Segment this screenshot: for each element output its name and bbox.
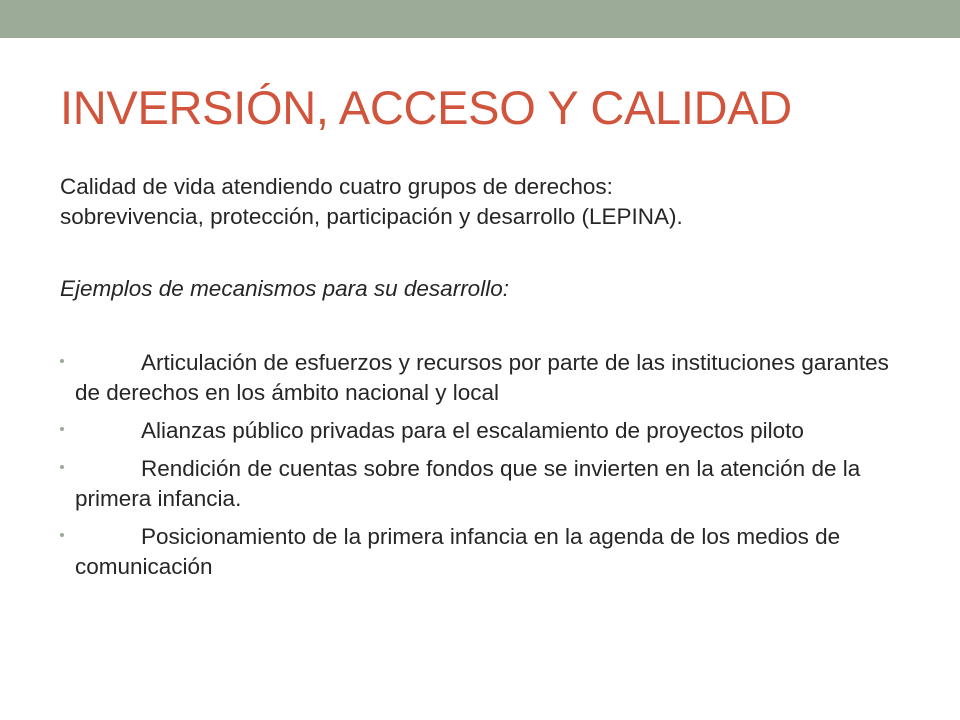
bullet-icon	[60, 533, 64, 537]
top-accent-bar	[0, 0, 960, 38]
bullet-text: Rendición de cuentas sobre fondos que se invierten en la atención de la primera infancia.	[75, 456, 861, 511]
slide-title: INVERSIÓN, ACCESO Y CALIDAD	[60, 81, 792, 134]
list-item	[60, 416, 920, 446]
list-item	[60, 348, 920, 408]
intro-paragraph	[60, 172, 920, 232]
bullet-text: Alianzas público privadas para el escalamiento de proyectos piloto	[141, 418, 804, 443]
list-item	[60, 454, 920, 514]
bullet-list	[60, 348, 920, 582]
bullet-text: Articulación de esfuerzos y recursos por parte de las instituciones garantes de derechos en los ámbito nacional y local	[75, 350, 889, 405]
slide-body	[60, 172, 920, 590]
examples-heading: Ejemplos de mecanismos para su desarrollo:	[60, 276, 509, 301]
bullet-text: Posicionamiento de la primera infancia en la agenda de los medios de comunicación	[75, 524, 841, 579]
bullet-icon	[60, 359, 64, 363]
intro-line-1: Calidad de vida atendiendo cuatro grupos de derechos:	[60, 174, 613, 199]
bullet-icon	[60, 465, 64, 469]
bullet-icon	[60, 427, 64, 431]
intro-line-2: sobrevivencia, protección, participación y desarrollo (LEPINA).	[60, 204, 683, 229]
list-item	[60, 522, 920, 582]
